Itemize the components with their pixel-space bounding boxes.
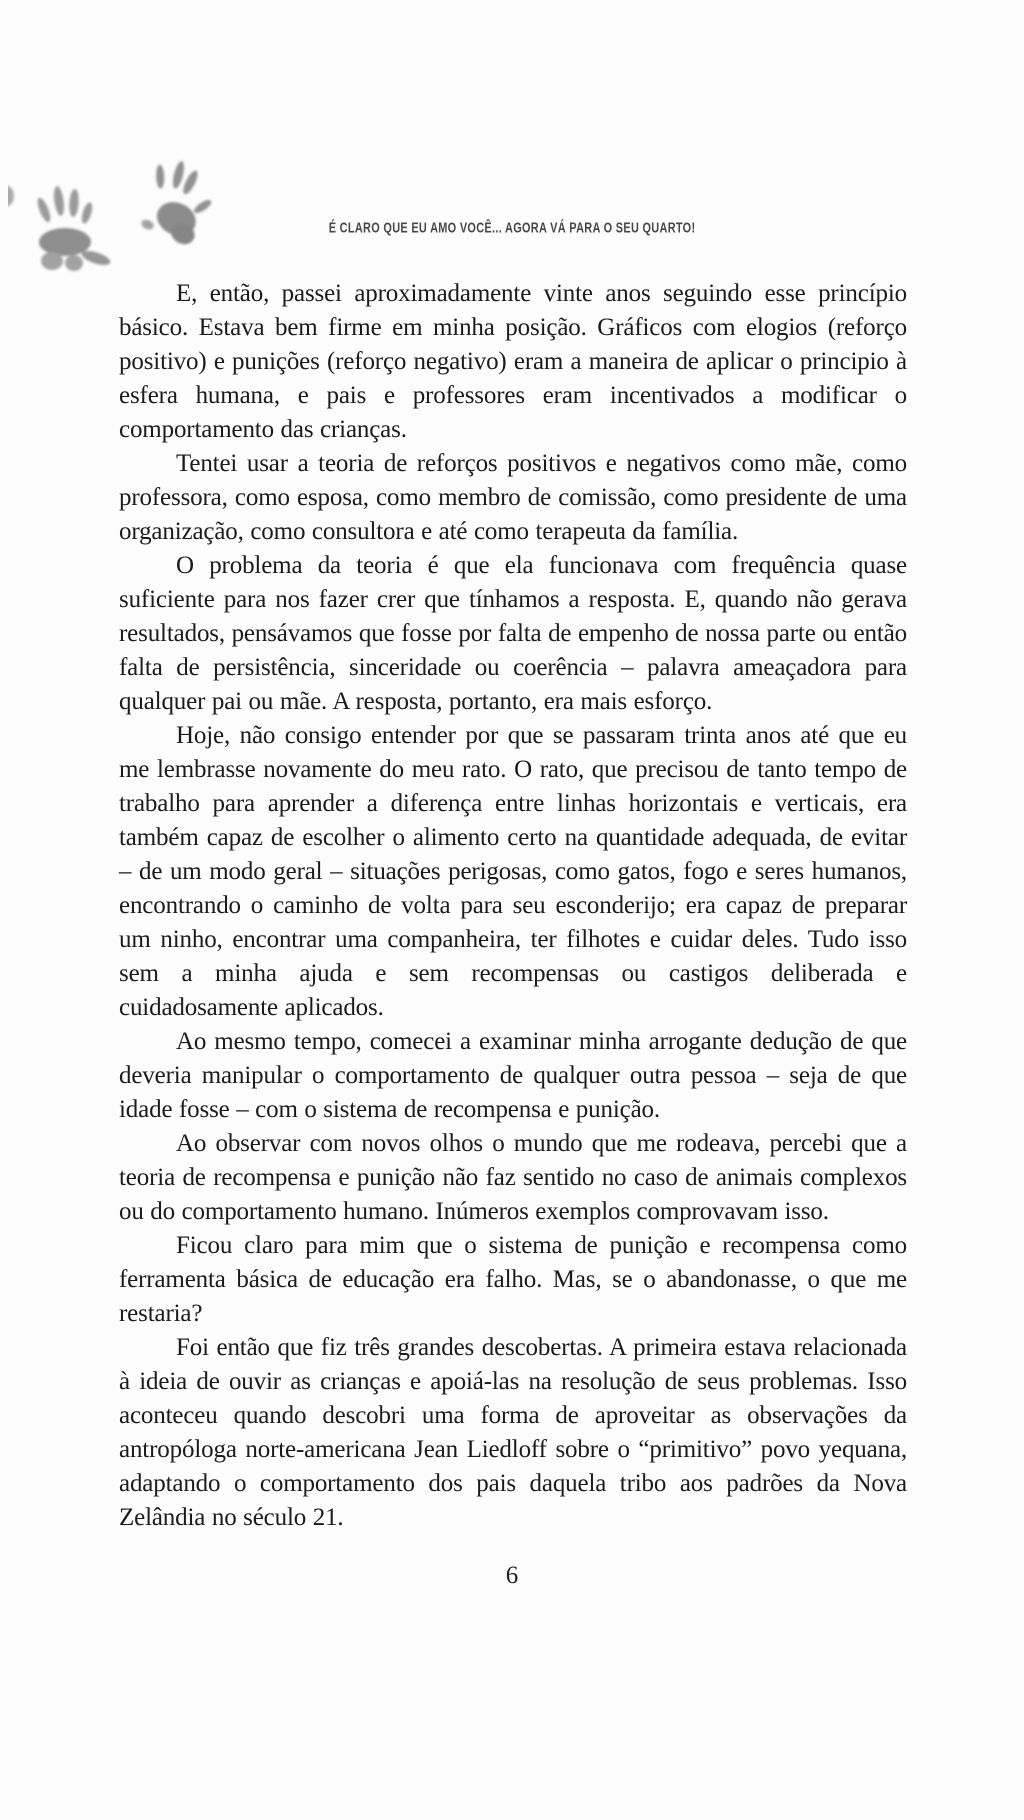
body-paragraph: Tentei usar a teoria de reforços positivos e negativos como mãe, como professora, como esposa, como membro de comissão, como presidente de uma organização, como consultora e até como terapeuta da família. bbox=[119, 450, 907, 545]
page-number: 6 bbox=[505, 1562, 519, 1589]
body-paragraph: Ao mesmo tempo, comecei a examinar minha arrogante dedução de que deveria manipular o comportamento de qualquer outra pessoa – seja de que idade fosse – com o sistema de recompensa e punição. bbox=[119, 1028, 907, 1123]
body-paragraph: Hoje, não consigo entender por que se passaram trinta anos até que eu me lembrasse novamente do meu rato. O rato, que precisou de tanto tempo de trabalho para aprender a diferença entre linhas horizontais e verticais, era também capaz de escolher o alimento certo na quantidade adequada, de evitar – de um modo geral – situações perigosas, como gatos, fogo e seres humanos, encontrando o caminho de volta para seu esconderijo; era capaz de preparar um ninho, encontrar uma companheira, ter filhotes e cuidar deles. Tudo isso sem a minha ajuda e sem recompensas ou castigos deliberada e cuidadosamente aplicados. bbox=[119, 722, 907, 1021]
running-head bbox=[0, 219, 1024, 235]
running-head-text: É CLARO QUE EU AMO VOCÊ... AGORA VÁ PARA O SEU QUARTO! bbox=[328, 218, 696, 236]
body-paragraph: Ao observar com novos olhos o mundo que me rodeava, percebi que a teoria de recompensa e punição não faz sentido no caso de animais complexos ou do comportamento humano. Inúmeros exemplos comprovavam isso. bbox=[119, 1130, 907, 1225]
page-body bbox=[119, 277, 907, 1535]
body-paragraph: Ficou claro para mim que o sistema de punição e recompensa como ferramenta básica de educação era falho. Mas, se o abandonasse, o que me restaria? bbox=[119, 1232, 907, 1327]
body-paragraph: Foi então que fiz três grandes descobertas. A primeira estava relacionada à ideia de ouvir as crianças e apoiá-las na resolução de seus problemas. Isso aconteceu quando descobri uma forma de aproveitar as observações da antropóloga norte-americana Jean Liedloff sobre o “primitivo” povo yequana, adaptando o comportamento dos pais daquela tribo aos padrões da Nova Zelândia no século 21. bbox=[119, 1334, 907, 1531]
body-paragraph: O problema da teoria é que ela funcionava com frequência quase suficiente para nos fazer crer que tínhamos a resposta. E, quando não gerava resultados, pensávamos que fosse por falta de empenho de nossa parte ou então falta de persistência, sinceridade ou coerência – palavra ameaçadora para qualquer pai ou mãe. A resposta, portanto, era mais esforço. bbox=[119, 552, 907, 715]
handprints-image bbox=[8, 146, 242, 290]
body-paragraph: E, então, passei aproximadamente vinte anos seguindo esse princípio básico. Estava bem firme em minha posição. Gráficos com elogios (reforço positivo) e punições (reforço negativo) eram a maneira de aplicar o principio à esfera humana, e pais e professores eram incentivados a modificar o comportamento das crianças. bbox=[119, 280, 907, 443]
